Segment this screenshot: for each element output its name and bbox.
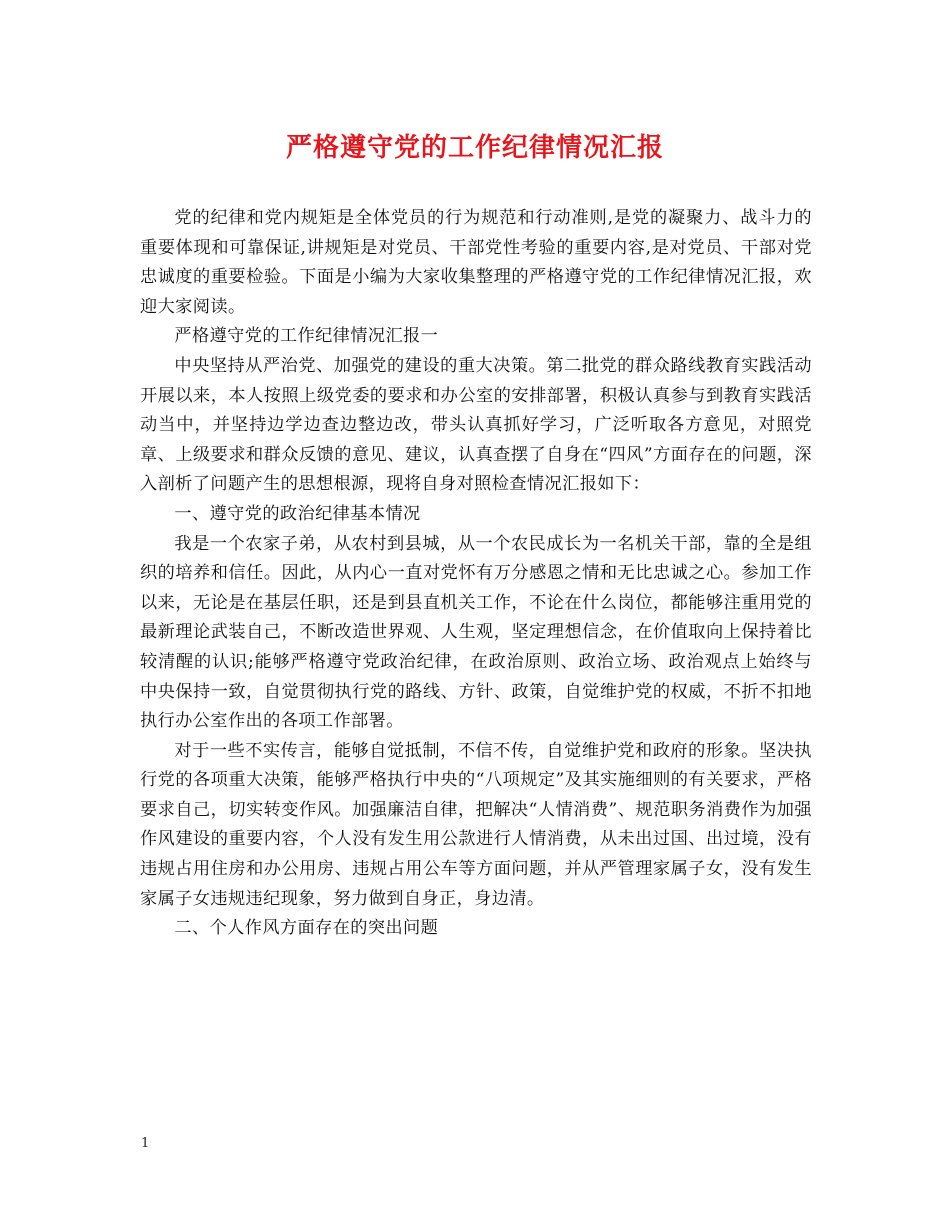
body-paragraph: 对于一些不实传言，能够自觉抵制，不信不传，自觉维护党和政府的形象。坚决执行党的各项重大决策，能够严格执行中央的“八项规定”及其实施细则的有关要求，严格要求自己，切实转变作风。加强廉洁自律，把解决“人情消费”、规范职务消费作为加强作风建设的重要内容，个人没有发生用公款进行人情消费，从未出过国、出过境，没有违规占用住房和办公用房、违规占用公车等方面问题，并从严管理家属子女，没有发生家属子女违规违纪现象，努力做到自身正，身边清。 [140, 740, 812, 909]
page-number: 1 [141, 1136, 150, 1151]
intro-paragraph: 党的纪律和党内规矩是全体党员的行为规范和行动准则,是党的凝聚力、战斗力的重要体现和可靠保证,讲规矩是对党员、干部党性考验的重要内容,是对党员、干部对党忠诚度的重要检验。下面是小编为大家收集整理的严格遵守党的工作纪律情况汇报，欢迎大家阅读。 [140, 208, 812, 317]
section-heading-work-style-problems: 二、个人作风方面存在的突出问题 [174, 918, 439, 939]
section-heading-political-discipline: 一、遵守党的政治纪律基本情况 [174, 503, 421, 524]
body-paragraph: 中央坚持从严治党、加强党的建设的重大决策。第二批党的群众路线教育实践活动开展以来，本人按照上级党委的要求和办公室的安排部署，积极认真参与到教育实践活动当中，并坚持边学边查边整边改，带头认真抓好学习，广泛听取各方意见，对照党章、上级要求和群众反馈的意见、建议，认真查摆了自身在“四风”方面存在的问题，深入剖析了问题产生的思想根源，现将自身对照检查情况汇报如下： [140, 355, 812, 495]
section-title-report-one: 严格遵守党的工作纪律情况汇报一 [174, 326, 439, 347]
document-body [140, 204, 812, 944]
body-paragraph: 我是一个农家子弟，从农村到县城，从一个农民成长为一名机关干部，靠的全是组织的培养和信任。因此，从内心一直对党怀有万分感恩之情和无比忠诚之心。参加工作以来，无论是在基层任职，还是到县直机关工作，不论在什么岗位，都能够注重用党的最新理论武装自己，不断改造世界观、人生观，坚定理想信念，在价值取向上保持着比较清醒的认识;能够严格遵守党政治纪律，在政治原则、政治立场、政治观点上始终与中央保持一致，自觉贯彻执行党的路线、方针、政策，自觉维护党的权威，不折不扣地执行办公室作出的各项工作部署。 [140, 533, 812, 732]
document-title: 严格遵守党的工作纪律情况汇报 [285, 133, 664, 163]
